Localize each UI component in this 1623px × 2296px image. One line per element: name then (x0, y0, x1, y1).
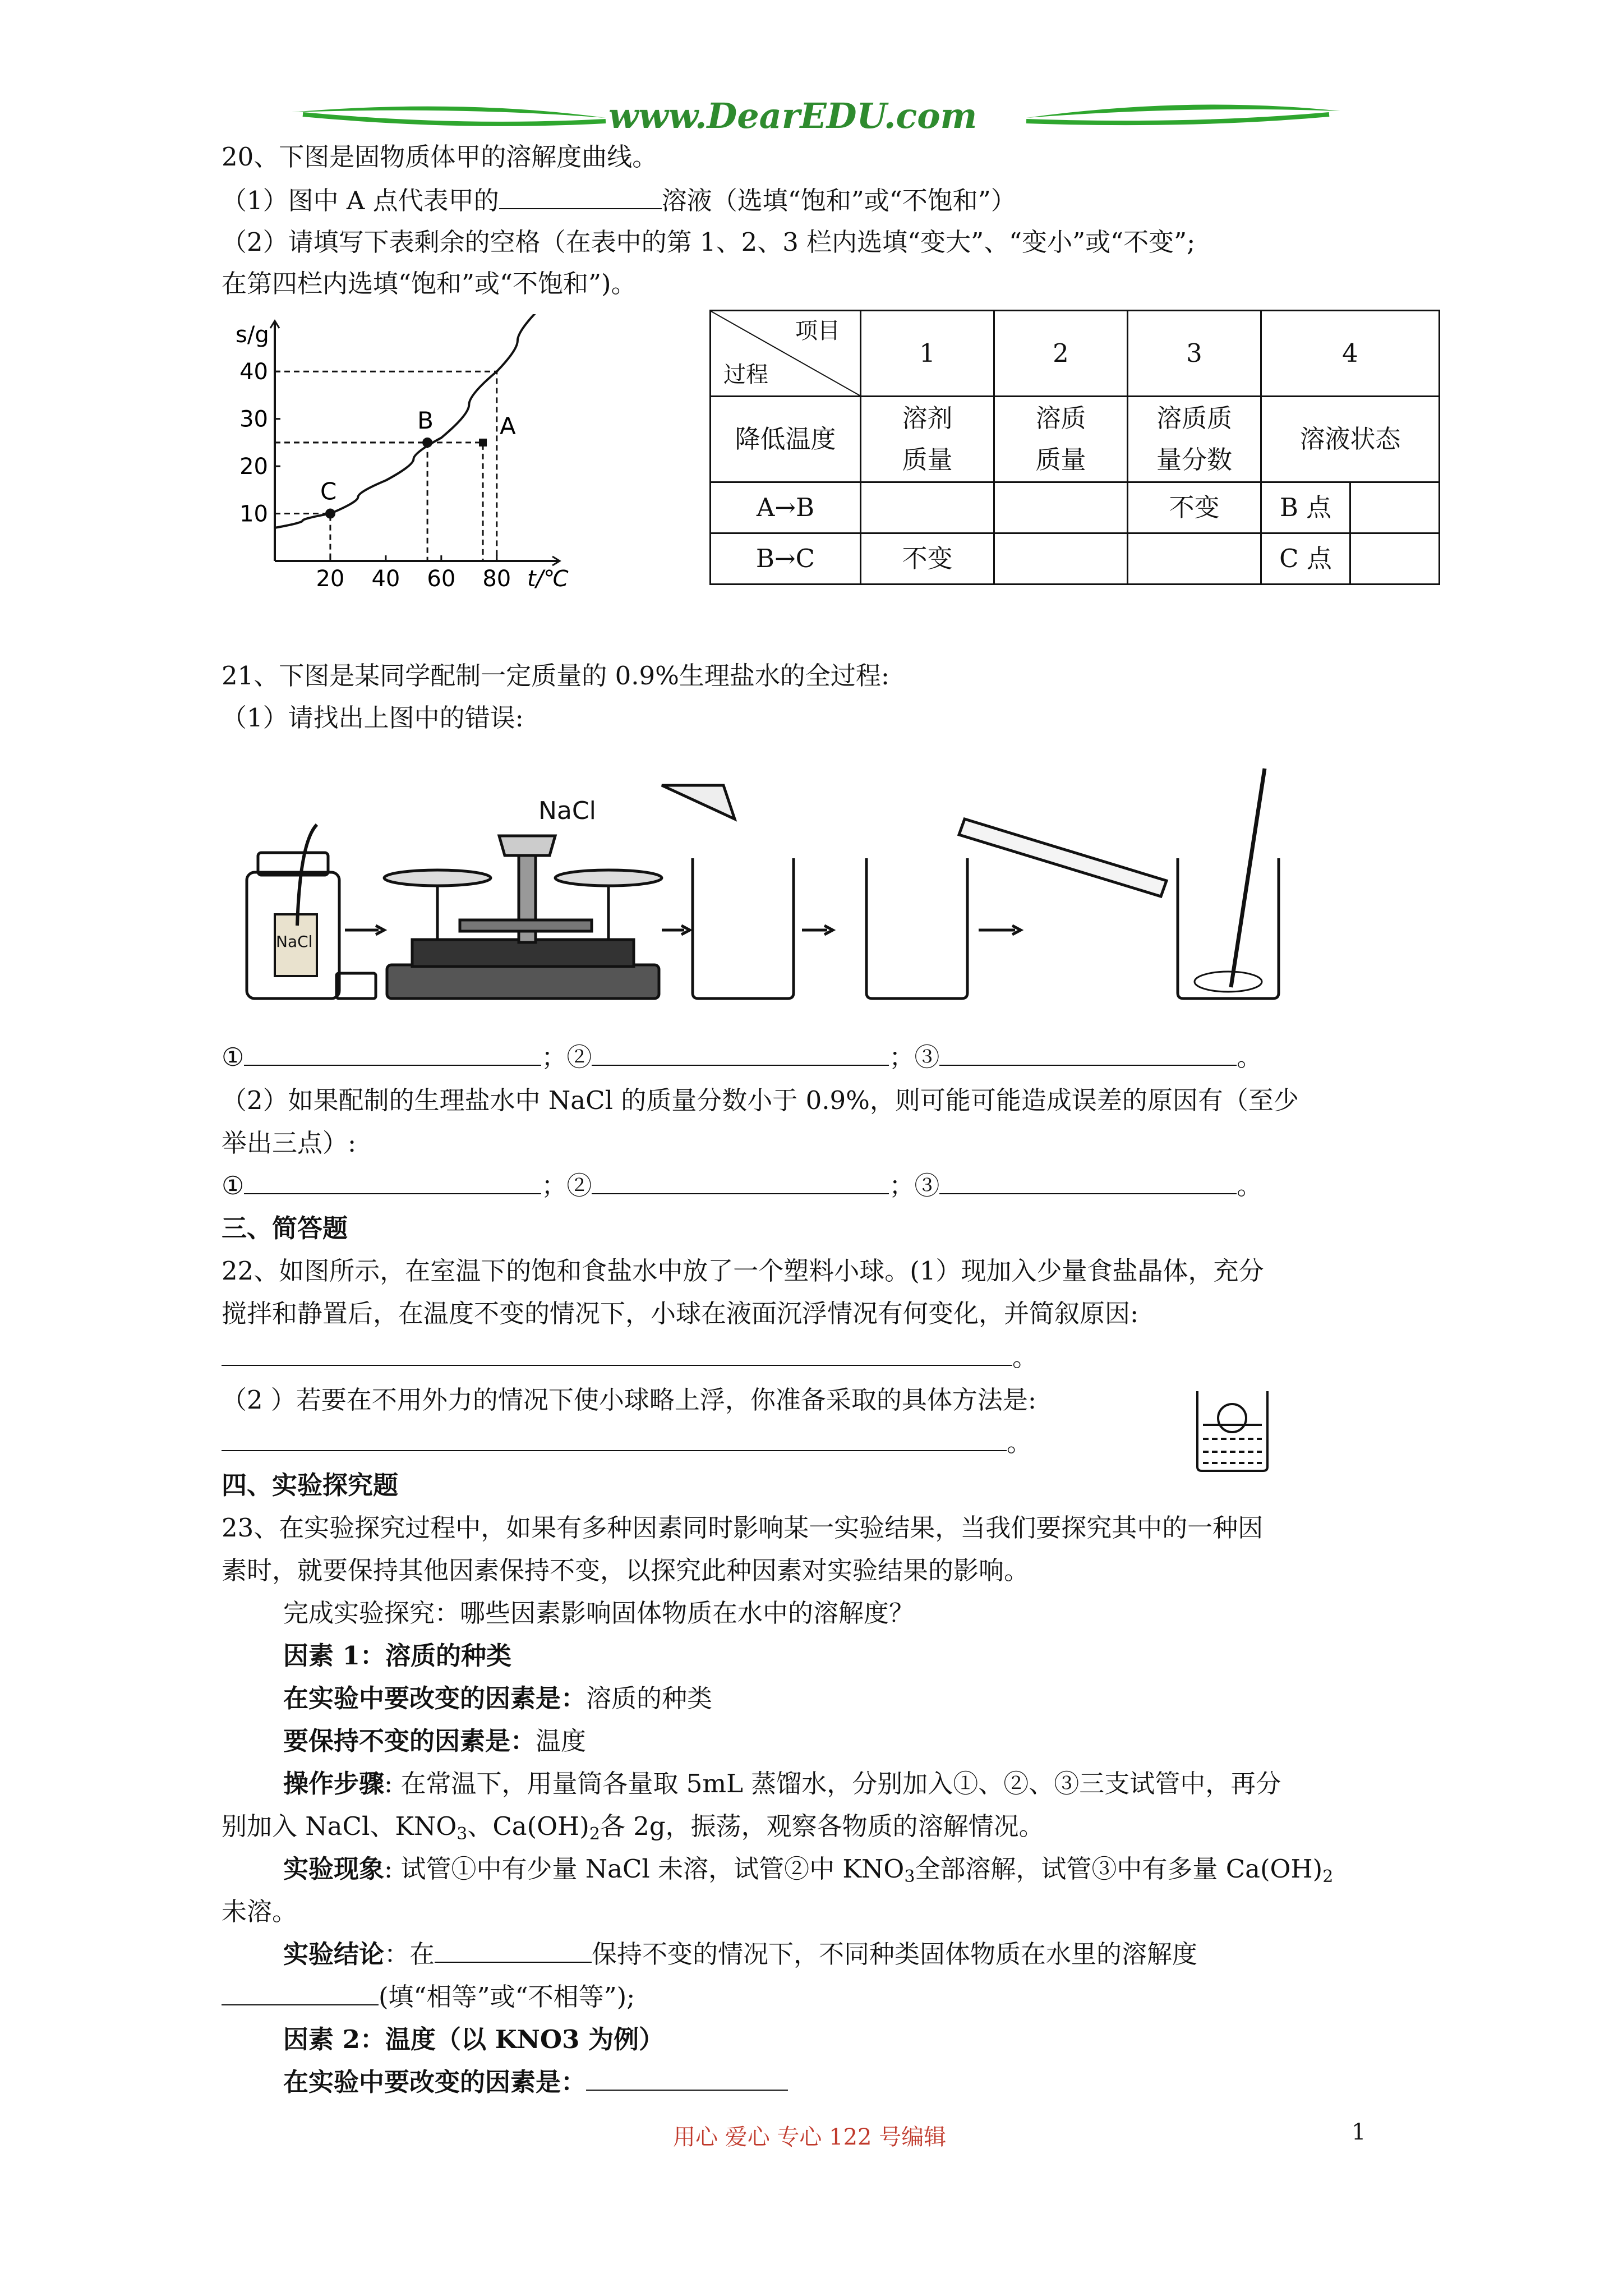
col-number: 2 (994, 311, 1128, 397)
factor-2-heading: 因素 2：温度（以 KNO3 为例） (283, 2024, 665, 2054)
answer-blank[interactable] (499, 186, 662, 209)
q23-line1: 23、在实验探究过程中，如果有多种因素同时影响某一实验结果，当我们要探究其中的一种因 (222, 1513, 1264, 1543)
beaker-2 (866, 858, 967, 999)
page-number: 1 (1352, 2119, 1366, 2145)
y-tick-label: 40 (239, 359, 268, 385)
point-a (479, 439, 487, 447)
guide-line-a (275, 443, 483, 561)
logo-text: www.DearEDU.com (608, 95, 978, 136)
q20-part1: （1）图中 A 点代表甲的 溶液（选填“饱和”或“不饱和”） (222, 186, 1016, 215)
weighing-dish (336, 973, 376, 999)
point-c-label: C (320, 477, 337, 505)
answer-blank[interactable] (939, 1042, 1237, 1066)
x-axis-label: t/℃ (527, 566, 569, 592)
col-number: 3 (1128, 311, 1261, 397)
answer-blank[interactable] (435, 1939, 592, 1963)
answer-cell[interactable] (1350, 482, 1440, 533)
process-cell: B→C (711, 533, 861, 585)
section-heading: 四、实验探究题 (222, 1470, 399, 1500)
x-tick-label: 20 (316, 566, 345, 592)
q20-intro: 20、下图是固物质体甲的溶解度曲线。 (222, 142, 658, 172)
row-label: 降低温度 (711, 397, 861, 482)
q21-part1: （1）请找出上图中的错误: (222, 703, 524, 733)
conclusion: 实验结论：在 保持不变的情况下，不同种类固体物质在水里的溶解度 (283, 1939, 1198, 1969)
col-number: 4 (1261, 311, 1440, 397)
process-cell: A→B (711, 482, 861, 533)
point-b (422, 438, 432, 448)
keep-factor: 要保持不变的因素是：温度 (283, 1726, 587, 1756)
point-b-label: B (417, 406, 434, 434)
beaker-1 (693, 858, 794, 999)
col-head: 溶质 质量 (994, 397, 1128, 482)
operation-steps-line2: 别加入 NaCl、$KNO_3$、$Ca(OH)_2$各 2g，振荡，观察各物质的溶解情况。 (222, 1811, 1044, 1844)
x-tick-label: 80 (482, 566, 511, 592)
guide-line-b (275, 443, 427, 561)
q23-line3: 完成实验探究：哪些因素影响固体物质在水中的溶解度？ (283, 1598, 915, 1628)
answer-cell[interactable] (861, 482, 994, 533)
header-logo (292, 95, 1340, 140)
measuring-cylinder (959, 819, 1166, 896)
q20-part2-line2: 在第四栏内选填“饱和”或“不饱和”)。 (222, 269, 637, 298)
operation-steps: 操作步骤: 在常温下，用量筒各量取 5mL 蒸馏水，分别加入①、②、③三支试管中，再分 (283, 1769, 1281, 1798)
y-axis-label: s/g (236, 322, 269, 348)
factor-1-heading: 因素 1：溶质的种类 (283, 1641, 511, 1671)
table-corner: 项目 过程 (711, 311, 861, 397)
col-head: 溶液状态 (1261, 397, 1440, 482)
nacl-label: NaCl (538, 797, 596, 825)
answer-cell[interactable] (994, 533, 1128, 585)
q21-part2-line1: （2）如果配制的生理盐水中 NaCl 的质量分数小于 0.9%，则可能可能造成误差的原因有（至少 (222, 1085, 1299, 1115)
solubility-chart (222, 314, 569, 595)
q21-blanks-1: ① ；② ；③ 。 (222, 1042, 1262, 1072)
q20-part2-line1: （2）请填写下表剩余的空格（在表中的第 1、2、3 栏内选填“变大”、“变小”或“不变”; (222, 227, 1196, 257)
answer-blank[interactable] (939, 1171, 1237, 1194)
q22-answer-2: 。 (222, 1426, 1032, 1460)
beaker-with-ball (1192, 1386, 1273, 1475)
beaker-3 (1178, 858, 1279, 999)
q21-part2-line2: 举出三点）: (222, 1128, 357, 1158)
q22-answer-1: 。 (222, 1341, 1038, 1374)
y-tick-label: 10 (239, 501, 268, 527)
answer-cell: 不变 (861, 533, 994, 585)
phenomenon-line2: 未溶。 (222, 1897, 298, 1926)
answer-blank[interactable] (592, 1171, 889, 1194)
q22-line2: 搅拌和静置后，在温度不变的情况下，小球在液面沉浮情况有何变化，并简叙原因: (222, 1299, 1139, 1328)
guide-line-40 (275, 371, 497, 561)
answer-blank[interactable] (244, 1171, 541, 1194)
answer-blank[interactable] (222, 1428, 1007, 1451)
ball (1218, 1404, 1246, 1432)
answer-cell: 不变 (1128, 482, 1261, 533)
point-c (325, 509, 335, 519)
weighing-paper (662, 785, 735, 819)
balance (387, 965, 659, 999)
col-number: 1 (861, 311, 994, 397)
solubility-table (709, 310, 1440, 585)
change-factor-2: 在实验中要改变的因素是： (283, 2065, 788, 2099)
point-a-label: A (500, 412, 516, 440)
jar-label: NaCl (276, 932, 313, 951)
q21-blanks-2: ① ；② ；③ 。 (222, 1171, 1262, 1200)
answer-cell[interactable] (994, 482, 1128, 533)
x-tick-label: 40 (371, 566, 400, 592)
saline-preparation-diagram (219, 752, 1340, 1010)
y-tick-label: 30 (239, 406, 268, 432)
answer-blank[interactable] (244, 1042, 541, 1066)
section-heading: 三、简答题 (222, 1213, 348, 1243)
col-head: 溶质质 量分数 (1128, 397, 1261, 482)
q22-line3: （2 ）若要在不用外力的情况下使小球略上浮，你准备采取的具体方法是: (222, 1385, 1037, 1415)
phenomenon: 实验现象: 试管①中有少量 NaCl 未溶，试管②中 $KNO_3$全部溶解，试管③中有多量 $Ca(OH)_2$ (283, 1854, 1334, 1887)
answer-blank[interactable] (222, 1982, 379, 2005)
answer-blank[interactable] (222, 1342, 1012, 1366)
q23-line2: 素时，就要保持其他因素保持不变，以探究此种因素对实验结果的影响。 (222, 1556, 1030, 1585)
answer-cell[interactable] (1350, 533, 1440, 585)
footer-text: 用心 爱心 专心 122 号编辑 (673, 2124, 947, 2150)
answer-blank[interactable] (586, 2067, 788, 2091)
conclusion-line2: (填“相等”或“不相等”); (222, 1980, 635, 2014)
state-label: C 点 (1261, 533, 1350, 585)
thermometer (1231, 769, 1265, 987)
answer-blank[interactable] (592, 1042, 889, 1066)
y-tick-label: 20 (239, 454, 268, 480)
x-tick-label: 60 (427, 566, 456, 592)
answer-cell[interactable] (1128, 533, 1261, 585)
q22-line1: 22、如图所示，在室温下的饱和食盐水中放了一个塑料小球。(1）现加入少量食盐晶体，充分 (222, 1256, 1264, 1286)
col-head: 溶剂 质量 (861, 397, 994, 482)
q21-intro: 21、下图是某同学配制一定质量的 0.9%生理盐水的全过程: (222, 661, 890, 691)
solubility-curve (275, 314, 538, 528)
state-label: B 点 (1261, 482, 1350, 533)
change-factor: 在实验中要改变的因素是：溶质的种类 (283, 1683, 713, 1713)
